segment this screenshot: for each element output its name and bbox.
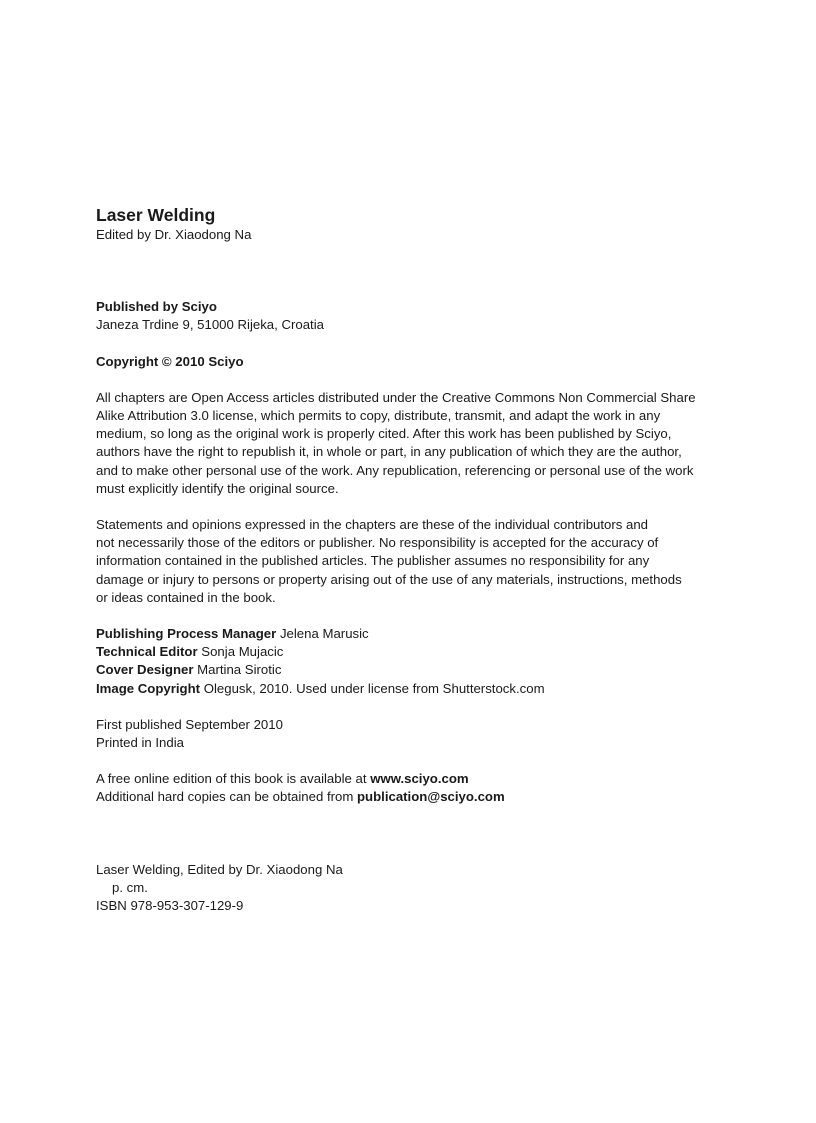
isbn: ISBN 978-953-307-129-9 bbox=[96, 898, 244, 914]
publisher-heading: Published by Sciyo bbox=[96, 299, 217, 315]
disclaimer-line: not necessarily those of the editors or publisher. No responsibility is accepted for the accuracy of bbox=[96, 535, 659, 551]
online-edition-text: A free online edition of this book is available at bbox=[96, 771, 371, 787]
publication-info bbox=[96, 716, 736, 752]
cataloging-pages: p. cm. bbox=[112, 879, 148, 895]
cataloging-title: Laser Welding, Edited by Dr. Xiaodong Na bbox=[96, 861, 343, 877]
copyright-page bbox=[96, 204, 736, 915]
publisher-block bbox=[96, 298, 736, 334]
credit-row bbox=[96, 643, 736, 661]
license-line: and to make other personal use of the work. Any republication, referencing or personal use of the work bbox=[96, 462, 694, 478]
license-paragraph bbox=[96, 389, 736, 498]
availability-block bbox=[96, 770, 736, 806]
disclaimer-line: damage or injury to persons or property arising out of the use of any materials, instructions, methods bbox=[96, 571, 682, 587]
license-line: All chapters are Open Access articles distributed under the Creative Commons Non Commercial Share bbox=[96, 389, 696, 405]
online-edition-line bbox=[96, 770, 736, 788]
credit-name: Jelena Marusic bbox=[279, 626, 369, 642]
license-line: medium, so long as the original work is properly cited. After this work has been published by Sciyo, bbox=[96, 426, 672, 442]
printed-in: Printed in India bbox=[96, 735, 184, 751]
credit-row bbox=[96, 680, 736, 698]
disclaimer-line: or ideas contained in the book. bbox=[96, 589, 276, 605]
credit-role: Technical Editor bbox=[96, 644, 198, 660]
credit-name: Martina Sirotic bbox=[197, 662, 282, 678]
book-title: Laser Welding bbox=[96, 205, 216, 225]
disclaimer-line: information contained in the published articles. The publisher assumes no responsibility for any bbox=[96, 553, 650, 569]
first-published: First published September 2010 bbox=[96, 716, 283, 732]
website-link[interactable]: www.sciyo.com bbox=[370, 771, 469, 787]
license-line: authors have the right to republish it, in whole or part, in any publication of which they are the author, bbox=[96, 444, 682, 460]
hard-copies-text: Additional hard copies can be obtained from bbox=[96, 789, 357, 805]
publisher-address: Janeza Trdine 9, 51000 Rijeka, Croatia bbox=[96, 317, 324, 333]
credit-name: Olegusk, 2010. Used under license from Shutterstock.com bbox=[203, 680, 545, 696]
copyright-notice: Copyright © 2010 Sciyo bbox=[96, 353, 244, 369]
disclaimer-line: Statements and opinions expressed in the chapters are these of the individual contributors and bbox=[96, 517, 649, 533]
hard-copies-line bbox=[96, 788, 736, 806]
license-line: must explicitly identify the original source. bbox=[96, 480, 339, 496]
license-line: Alike Attribution 3.0 license, which permits to copy, distribute, transmit, and adapt the work in any bbox=[96, 408, 661, 424]
disclaimer-paragraph bbox=[96, 516, 736, 607]
copyright-block bbox=[96, 353, 736, 371]
credit-row bbox=[96, 625, 736, 643]
credit-role: Image Copyright bbox=[96, 680, 201, 696]
editor-line: Edited by Dr. Xiaodong Na bbox=[96, 227, 252, 242]
book-header bbox=[96, 204, 736, 244]
cataloging-block bbox=[96, 861, 736, 916]
credits-block bbox=[96, 625, 736, 698]
credit-role: Cover Designer bbox=[96, 662, 194, 678]
credit-row bbox=[96, 661, 736, 679]
credit-role: Publishing Process Manager bbox=[96, 626, 277, 642]
credit-name: Sonja Mujacic bbox=[201, 644, 284, 660]
email-link[interactable]: publication@sciyo.com bbox=[357, 789, 505, 805]
